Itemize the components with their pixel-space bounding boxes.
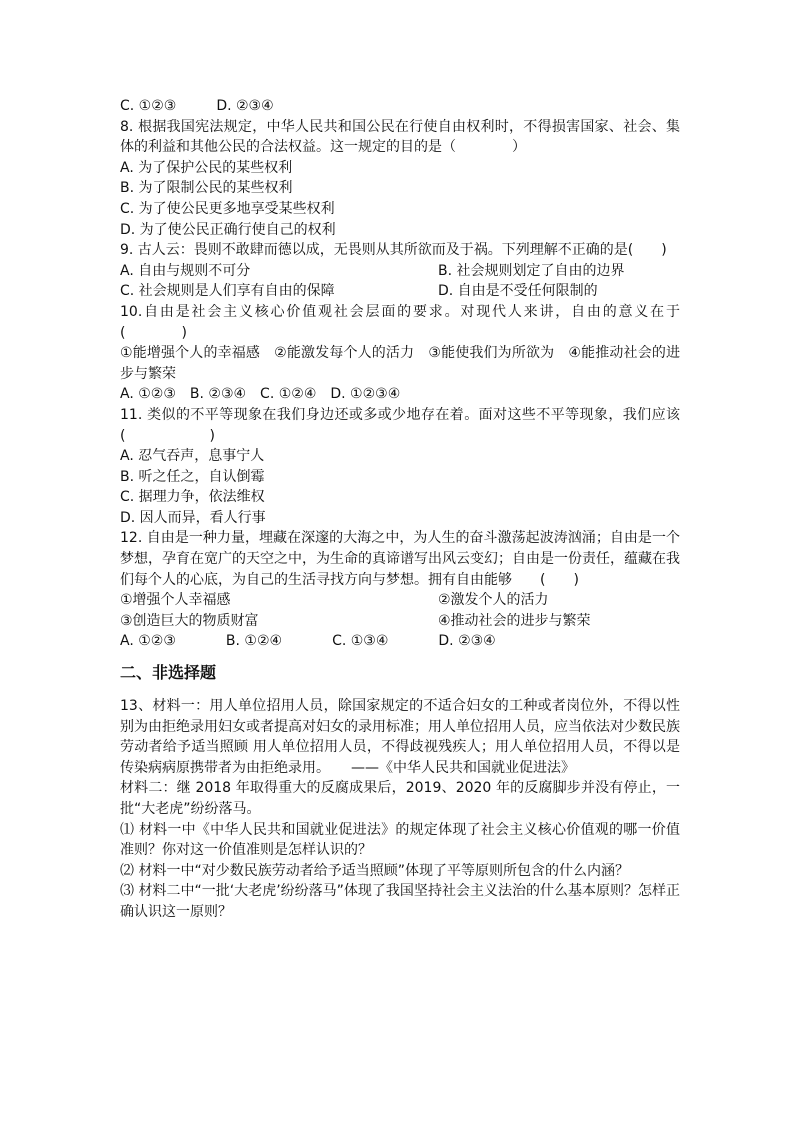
q13-sub-question-2: ⑵ 材料一中“对少数民族劳动者给予适当照顾”体现了平等原则所包含的什么内涵？	[120, 862, 629, 879]
q12-items-row1	[120, 590, 680, 611]
q13-sub-question-1: ⑴ 材料一中《中华人民共和国就业促进法》的规定体现了社会主义核心价值观的哪一价值准则？你对这一价值准则是怎样认识的？	[120, 821, 680, 859]
q7-option-d: D. ②③④	[216, 98, 274, 114]
q12-item-3: ③创造巨大的物质财富	[120, 612, 259, 629]
q10-items: ①能增强个人的幸福感 ②能激发每个人的活力 ③能使我们为所欲为 ④能推动社会的进步与繁荣	[120, 345, 680, 382]
q12-option-c: C. ①③④	[332, 633, 389, 650]
q12-options	[120, 631, 680, 652]
q11-option-d: D. 因人而异，看人行事	[120, 509, 266, 526]
q12-item-2: ②激发个人的活力	[438, 592, 549, 609]
q11-option-b: B. 听之任之，自认倒霉	[120, 468, 265, 485]
q13-sub-question-3: ⑶ 材料二中“一批‘大老虎’纷纷落马”体现了我国坚持社会主义法治的什么基本原则？怎样正确认识这一原则？	[120, 883, 680, 920]
section-title: 二、非选择题	[120, 663, 217, 683]
q7-options	[120, 96, 680, 117]
q8-stem: 8. 根据我国宪法规定，中华人民共和国公民在行使自由权利时，不得损害国家、社会、集体的利益和其他公民的合法权益。这一规定的目的是（ ）	[120, 118, 680, 156]
q10-options: A. ①②③ B. ②③④ C. ①②④ D. ①②③④	[120, 386, 401, 403]
q7-option-c: C. ①②③	[120, 98, 177, 114]
q11-option-a: A. 忍气吞声，息事宁人	[120, 448, 265, 465]
q12-item-1: ①增强个人幸福感	[120, 592, 231, 609]
q11-option-c: C. 据理力争，依法维权	[120, 489, 265, 506]
q9-option-a: A. 自由与规则不可分	[120, 262, 251, 279]
q13-material-2: 材料二：继 2018 年取得重大的反腐成果后，2019、2020 年的反腐脚步并没有停止，一批“大老虎”纷纷落马。	[120, 780, 680, 817]
q13-material-1: 13、材料一：用人单位招用人员，除国家规定的不适合妇女的工种或者岗位外，不得以性别为由拒绝录用妇女或者提高对妇女的录用标准；用人单位招用人员，应当依法对少数民族劳动者给予适当照顾 用人单位招用人员，不得歧视残疾人；用人单位招用人员，不得以是传染病病原携带者为由拒绝录用。 ——《中华人民共和国就业促进法》	[120, 698, 680, 776]
q9-option-c: C. 社会规则是人们享有自由的保障	[120, 283, 335, 300]
q12-items-row2	[120, 611, 680, 632]
q9-option-b: B. 社会规则划定了自由的边界	[438, 262, 625, 279]
q12-option-d: D. ②③④	[438, 633, 496, 650]
q8-option-d: D. 为了使公民正确行使自己的权利	[120, 221, 336, 238]
q9-option-d: D. 自由是不受任何限制的	[438, 283, 598, 300]
q9-stem: 9. 古人云：畏则不敢肆而德以成，无畏则从其所欲而及于祸。下列理解不正确的是( )	[120, 242, 667, 259]
q9-options-row1	[120, 261, 680, 282]
q12-stem: 12. 自由是一种力量，埋藏在深邃的大海之中，为人生的奋斗激荡起波涛汹涌；自由是一个梦想，孕育在宽广的天空之中，为生命的真谛谱写出风云变幻；自由是一份责任，蕴藏在我们每个人的心底，为自己的生活寻找方向与梦想。拥有自由能够 ( )	[120, 530, 680, 588]
q12-option-a: A. ①②③	[120, 633, 176, 650]
q12-option-b: B. ①②④	[225, 633, 283, 650]
q11-stem: 11. 类似的不平等现象在我们身边还或多或少地存在着。面对这些不平等现象，我们应该( )	[120, 406, 680, 444]
q8-option-b: B. 为了限制公民的某些权利	[120, 180, 293, 197]
q9-options-row2	[120, 281, 680, 302]
exam-page	[120, 96, 680, 923]
q8-option-a: A. 为了保护公民的某些权利	[120, 159, 293, 176]
q12-item-4: ④推动社会的进步与繁荣	[438, 612, 591, 629]
q8-option-c: C. 为了使公民更多地享受某些权利	[120, 200, 335, 217]
q10-stem: 10.自由是社会主义核心价值观社会层面的要求。对现代人来讲，自由的意义在于( )	[120, 303, 680, 341]
